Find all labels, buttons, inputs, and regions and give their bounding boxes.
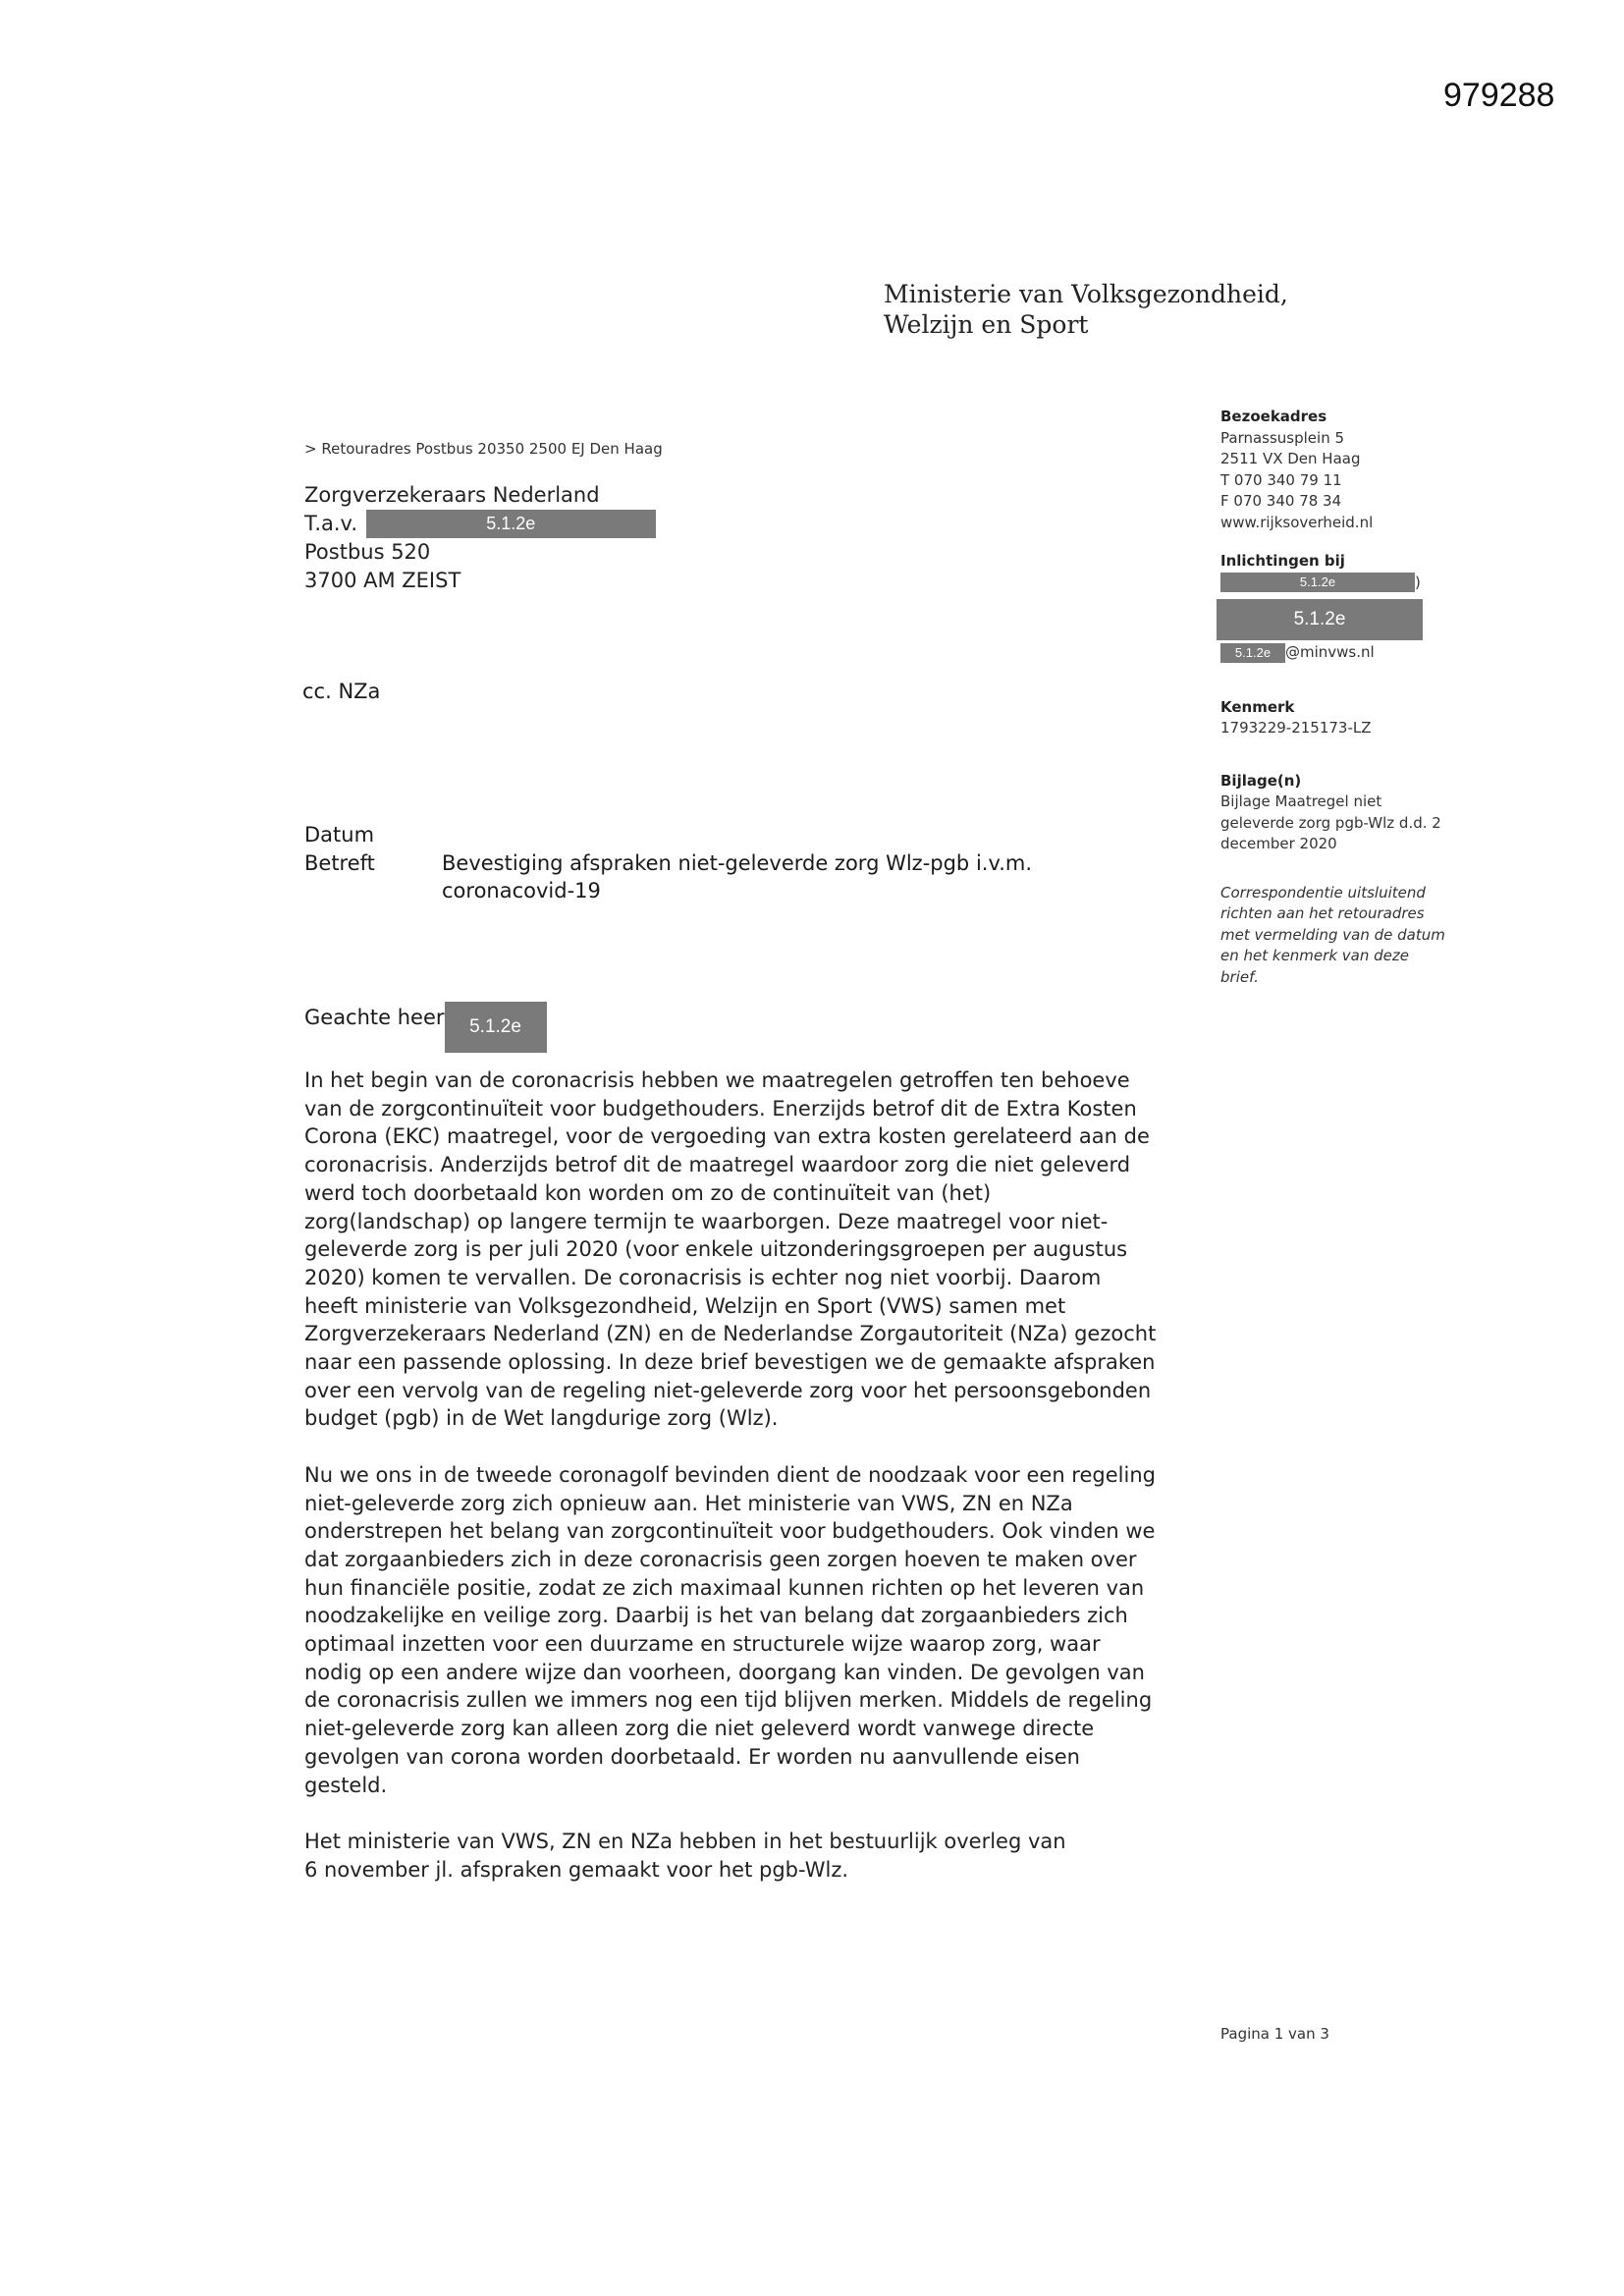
betreft-line-1: Bevestiging afspraken niet-geleverde zorg Wlz-pgb i.v.m. xyxy=(442,850,1033,875)
body-line: Het ministerie van VWS, ZN en NZa hebben in het bestuurlijk overleg van xyxy=(304,1829,1066,1853)
info-line-2 xyxy=(1217,599,1486,640)
recipient-attention xyxy=(304,510,656,539)
body-line: niet-geleverde zorg kan alleen zorg die niet geleverd wordt vanwege directe xyxy=(304,1717,1095,1741)
document-number: 979288 xyxy=(1443,77,1555,114)
ministry-line-2: Welzijn en Sport xyxy=(884,310,1089,339)
recipient-postbus: Postbus 520 xyxy=(304,540,431,564)
note-line: richten aan het retouradres xyxy=(1220,904,1425,922)
attachment-line: december 2020 xyxy=(1220,835,1337,852)
visit-line: 2511 VX Den Haag xyxy=(1220,450,1361,467)
recipient-postcode-city: 3700 AM ZEIST xyxy=(304,568,461,592)
info-heading: Inlichtingen bij xyxy=(1220,552,1345,570)
visit-address-block xyxy=(1220,407,1486,533)
body-line: optimaal inzetten voor een duurzame en structurele wijze waarop zorg, waar xyxy=(304,1632,1101,1657)
body-paragraph xyxy=(304,1828,1188,1884)
attachment-line: Bijlage Maatregel niet xyxy=(1220,793,1382,810)
note-line: brief. xyxy=(1220,967,1259,986)
datum-row xyxy=(304,821,1129,849)
info-suffix: ) xyxy=(1415,573,1421,591)
recipient-organisation: Zorgverzekeraars Nederland xyxy=(304,483,600,507)
body-line: Nu we ons in de tweede coronagolf bevinden dient de noodzaak voor een regeling xyxy=(304,1462,1156,1487)
reference-value: 1793229-215173-LZ xyxy=(1220,719,1372,737)
body-line: nodig op een andere wijze dan voorheen, doorgang kan vinden. De gevolgen van xyxy=(304,1660,1145,1684)
betreft-label: Betreft xyxy=(304,850,375,875)
body-line: gevolgen van corona worden doorbetaald. Er worden nu aanvullende eisen xyxy=(304,1744,1080,1769)
datum-label: Datum xyxy=(304,823,375,847)
attachment-heading: Bijlage(n) xyxy=(1220,771,1302,790)
body-line: budget (pgb) in de Wet langdurige zorg (Wlz). xyxy=(304,1406,779,1431)
return-address: > Retouradres Postbus 20350 2500 EJ Den Haag xyxy=(304,440,663,458)
body-line: In het begin van de coronacrisis hebben we maatregelen getroffen ten behoeve xyxy=(304,1068,1130,1092)
letter-body xyxy=(304,1066,1188,1912)
ministry-line-1: Ministerie van Volksgezondheid, xyxy=(884,280,1288,308)
info-line-1 xyxy=(1220,573,1486,594)
body-line: geleverde zorg is per juli 2020 (voor enkele uitzonderingsgroepen per augustus xyxy=(304,1237,1128,1262)
attachment-line: geleverde zorg pgb-Wlz d.d. 2 xyxy=(1220,813,1441,832)
correspondence-note xyxy=(1220,883,1486,989)
reference-heading: Kenmerk xyxy=(1220,697,1295,716)
body-line: dat zorgaanbieders zich in deze coronacrisis geen zorgen hoeven te maken over xyxy=(304,1547,1137,1571)
body-line: de coronacrisis zullen we immers nog een tijd blijven merken. Middels de regeling xyxy=(304,1688,1153,1713)
body-line: naar een passende oplossing. In deze brief bevestigen we de gemaakte afspraken xyxy=(304,1350,1156,1375)
sidebar xyxy=(1220,407,1486,1006)
cc-line: cc. NZa xyxy=(302,680,381,703)
salutation-text: Geachte heer xyxy=(304,1006,445,1029)
redaction-box: 5.1.2e xyxy=(1217,599,1423,640)
salutation xyxy=(304,1004,547,1053)
body-line: hun financiële positie, zodat ze zich maximaal kunnen richten op het leveren van xyxy=(304,1575,1145,1600)
visit-address-heading: Bezoekadres xyxy=(1220,408,1327,425)
body-line: Zorgverzekeraars Nederland (ZN) en de Nederlandse Zorgautoriteit (NZa) gezocht xyxy=(304,1322,1157,1346)
body-paragraph xyxy=(304,1461,1188,1799)
note-line: met vermelding van de datum xyxy=(1220,925,1445,944)
body-line: onderstrepen het belang van zorgcontinuïteit voor budgethouders. Ook vinden we xyxy=(304,1519,1156,1544)
attention-label: T.a.v. xyxy=(304,511,358,535)
body-line: coronacrisis. Anderzijds betrof dit de maatregel waardoor zorg die niet geleverd xyxy=(304,1153,1131,1177)
info-block xyxy=(1220,551,1486,664)
info-line-3 xyxy=(1220,642,1486,664)
betreft-row xyxy=(304,849,1129,905)
datum-value xyxy=(442,821,1129,849)
page-number: Pagina 1 van 3 xyxy=(1220,2025,1329,2043)
body-line: gesteld. xyxy=(304,1773,388,1797)
ministry-logo-text xyxy=(884,279,1288,340)
redaction-box: 5.1.2e xyxy=(1220,643,1285,663)
body-line: 6 november jl. afspraken gemaakt voor het pgb-Wlz. xyxy=(304,1857,849,1882)
letter-meta xyxy=(304,821,1129,905)
visit-line: T 070 340 79 11 xyxy=(1220,470,1342,489)
redaction-box: 5.1.2e xyxy=(1220,573,1415,592)
recipient-address xyxy=(304,481,656,594)
body-line: Corona (EKC) maatregel, voor de vergoeding van extra kosten gerelateerd aan de xyxy=(304,1124,1150,1149)
reference-block xyxy=(1220,697,1486,739)
body-line: heeft ministerie van Volksgezondheid, Welzijn en Sport (VWS) samen met xyxy=(304,1293,1066,1318)
body-line: van de zorgcontinuïteit voor budgethouders. Enerzijds betrof dit de Extra Kosten xyxy=(304,1096,1137,1121)
visit-line: Parnassusplein 5 xyxy=(1220,428,1345,447)
redaction-box: 5.1.2e xyxy=(445,1002,547,1053)
body-line: werd toch doorbetaald kon worden om zo de continuïteit van (het) xyxy=(304,1180,992,1205)
body-line: over een vervolg van de regeling niet-geleverde zorg voor het persoonsgebonden xyxy=(304,1378,1152,1402)
betreft-value xyxy=(442,849,1129,905)
visit-line: www.rijksoverheid.nl xyxy=(1220,513,1374,531)
body-line: niet-geleverde zorg zich opnieuw aan. Het ministerie van VWS, ZN en NZa xyxy=(304,1491,1073,1515)
betreft-line-2: coronacovid-19 xyxy=(442,879,601,902)
note-line: en het kenmerk van deze xyxy=(1220,947,1409,964)
body-line: noodzakelijke en veilige zorg. Daarbij is het van belang dat zorgaanbieders zich xyxy=(304,1604,1128,1628)
redaction-box: 5.1.2e xyxy=(366,510,656,538)
visit-line: F 070 340 78 34 xyxy=(1220,492,1342,510)
attachment-block xyxy=(1220,771,1486,855)
body-line: zorg(landschap) op langere termijn te waarborgen. Deze maatregel voor niet- xyxy=(304,1209,1109,1233)
note-line: Correspondentie uitsluitend xyxy=(1220,883,1426,902)
body-paragraph xyxy=(304,1066,1188,1433)
body-line: 2020) komen te vervallen. De coronacrisis is echter nog niet voorbij. Daarom xyxy=(304,1265,1102,1289)
email-domain: @minvws.nl xyxy=(1285,643,1375,661)
